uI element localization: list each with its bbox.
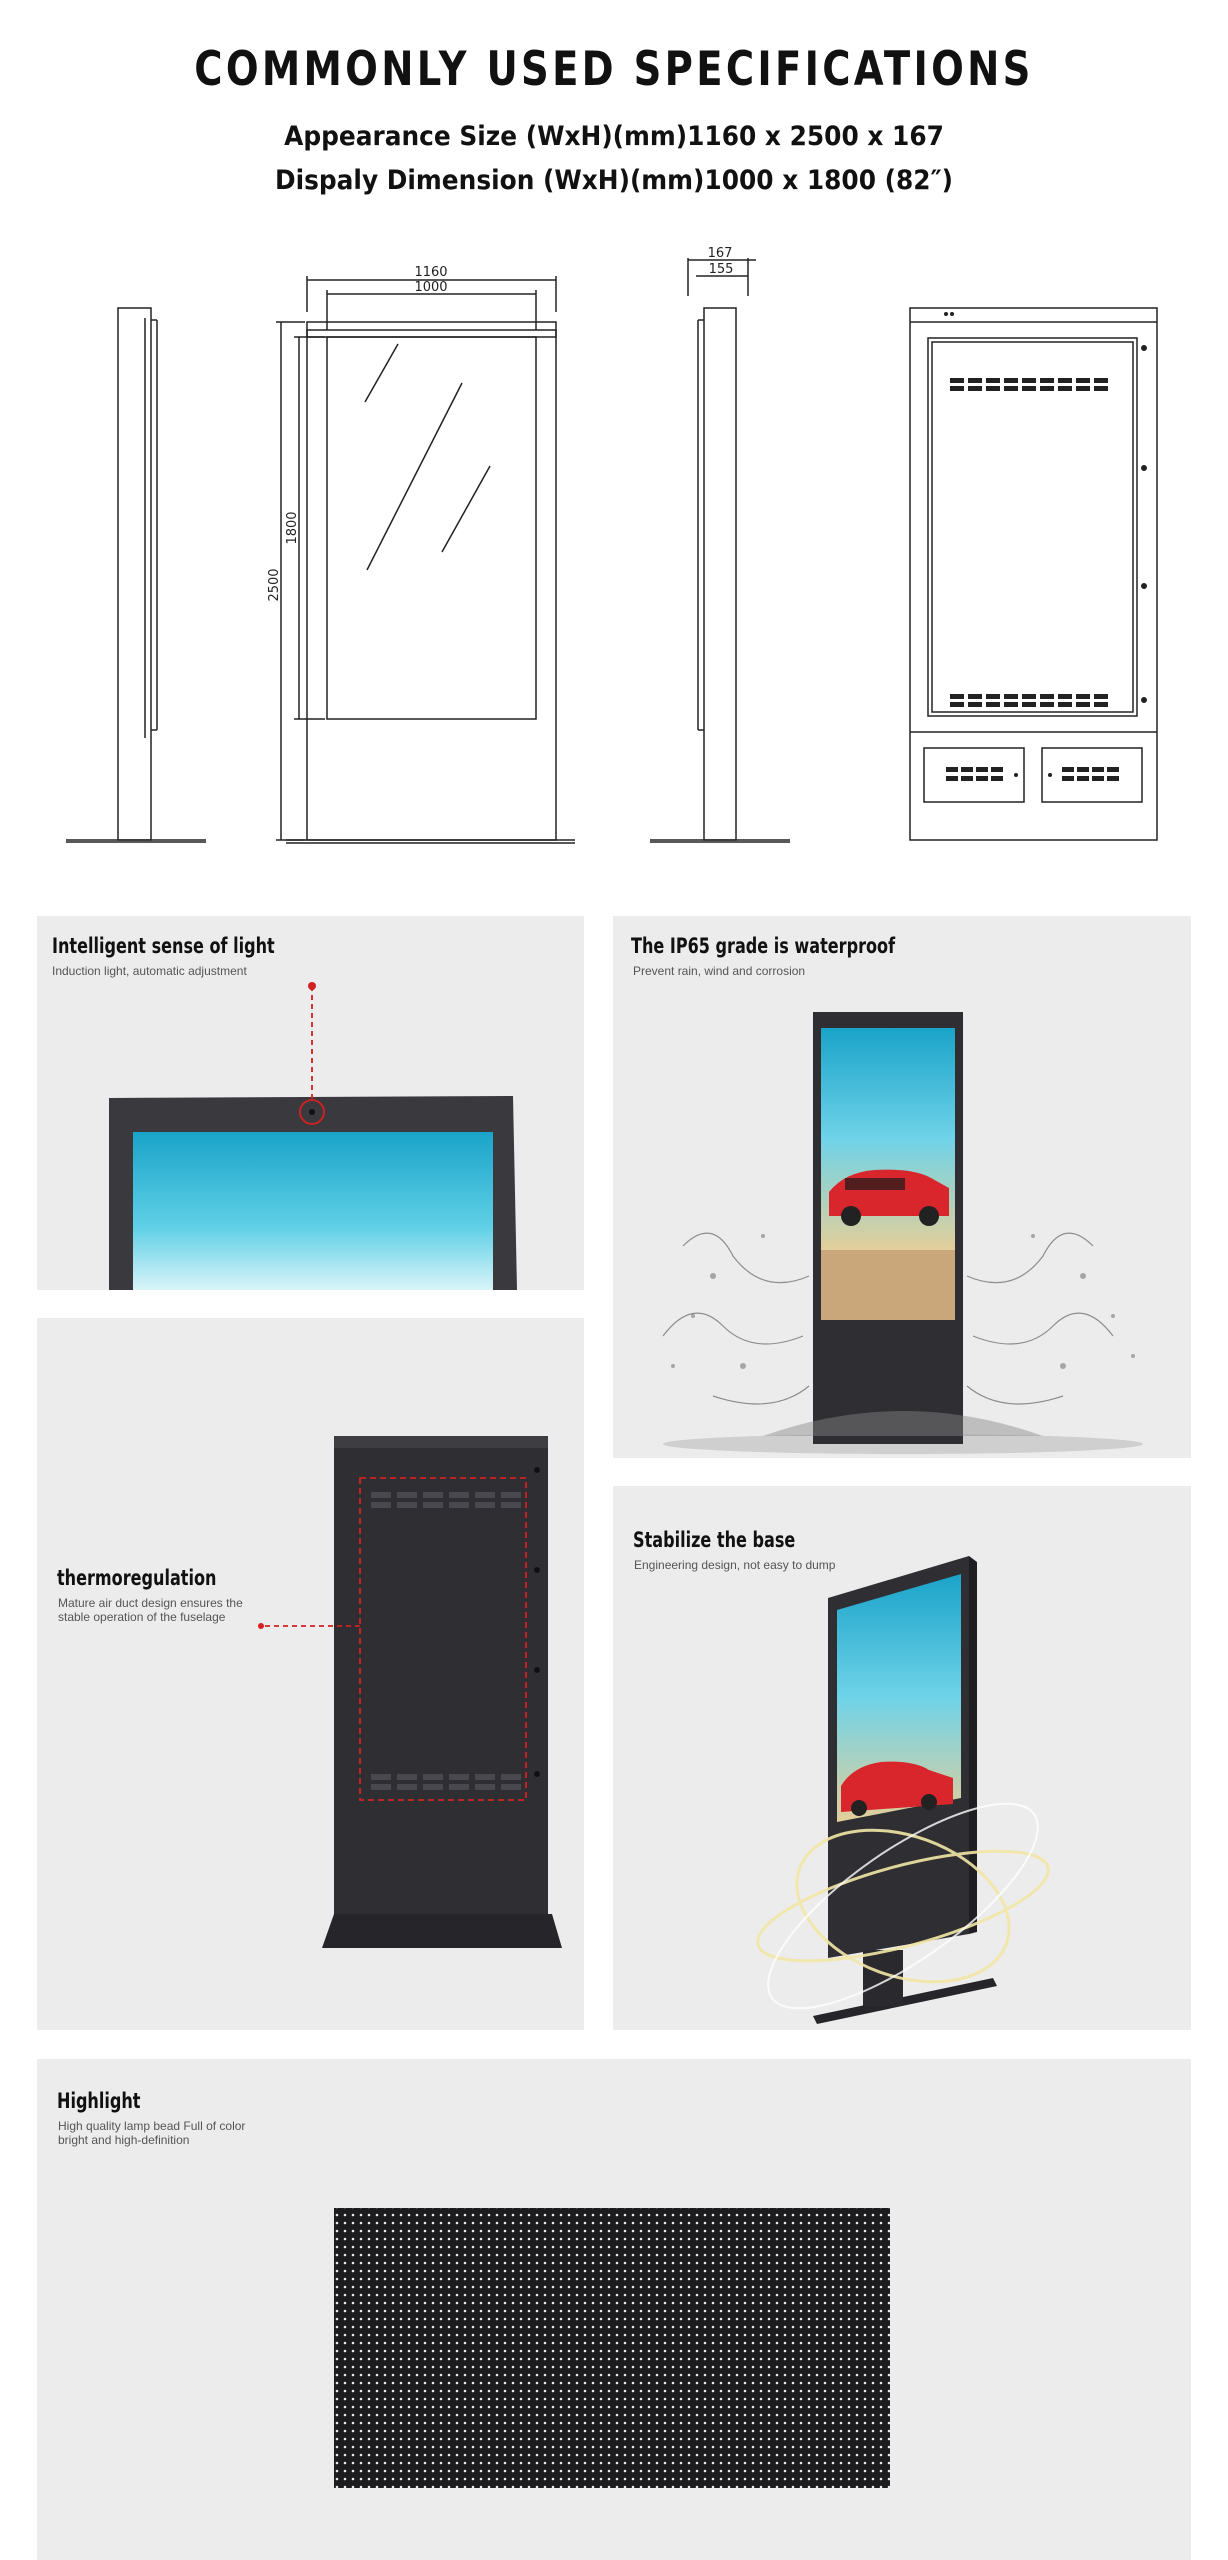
dim-height-inner: 1800 <box>285 511 300 545</box>
feature-highlight-subtitle-2: bright and high-definition <box>58 2133 190 2147</box>
feature-waterproof-title: The IP65 grade is waterproof <box>631 934 896 958</box>
feature-light-panel <box>37 916 584 1290</box>
dim-height-outer: 2500 <box>267 568 282 602</box>
feature-base-panel <box>613 1486 1191 2030</box>
dim-depth-outer: 167 <box>707 246 733 261</box>
back-vents-bottom <box>950 694 1108 707</box>
feature-light-title: Intelligent sense of light <box>52 934 275 958</box>
feature-highlight-subtitle-1: High quality lamp bead Full of color <box>58 2119 246 2133</box>
feature-thermo-panel <box>37 1318 584 2030</box>
dim-depth-inner: 155 <box>708 262 734 277</box>
feature-waterproof-subtitle: Prevent rain, wind and corrosion <box>633 964 806 978</box>
thermo-illustration <box>37 1318 584 2030</box>
feature-base-subtitle: Engineering design, not easy to dump <box>634 1558 836 1572</box>
back-vents-cabinet <box>946 767 1119 781</box>
display-dimension: Dispaly Dimension (WxH)(mm)1000 x 1800 (82″) <box>274 165 954 196</box>
dim-width-inner: 1000 <box>414 280 448 295</box>
front-view <box>276 276 575 843</box>
feature-base-title: Stabilize the base <box>633 1528 796 1552</box>
feature-thermo-subtitle-2: stable operation of the fuselage <box>58 1610 226 1624</box>
side-view-left <box>66 308 206 842</box>
dim-width-outer: 1160 <box>414 265 448 280</box>
feature-highlight-title: Highlight <box>57 2089 141 2113</box>
page-title: COMMONLY USED SPECIFICATIONS <box>194 42 1034 97</box>
feature-thermo-title: thermoregulation <box>57 1566 217 1590</box>
technical-drawings <box>0 240 1228 860</box>
led-module-illustration <box>37 2059 1191 2560</box>
feature-thermo-subtitle-1: Mature air duct design ensures the <box>58 1596 243 1610</box>
back-vents-top <box>950 378 1108 391</box>
feature-light-subtitle: Induction light, automatic adjustment <box>52 964 247 978</box>
feature-waterproof-panel <box>613 916 1191 1458</box>
side-view-right <box>650 258 790 842</box>
waterproof-illustration <box>613 916 1191 1458</box>
feature-highlight-panel <box>37 2059 1191 2560</box>
appearance-size: Appearance Size (WxH)(mm)1160 x 2500 x 167 <box>284 121 944 152</box>
